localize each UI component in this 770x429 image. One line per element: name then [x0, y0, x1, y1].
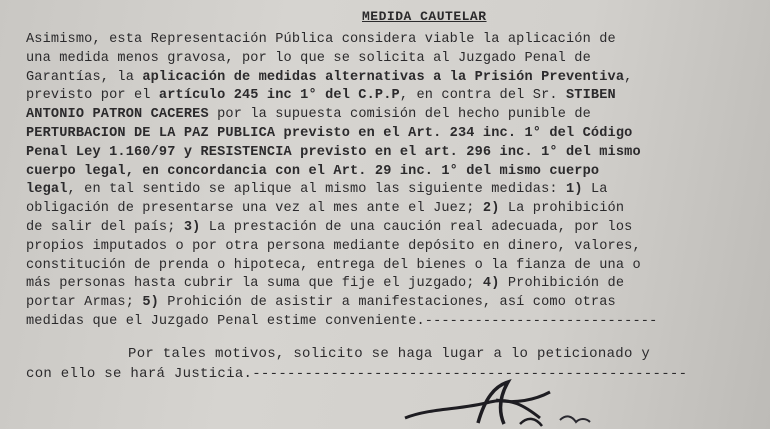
text-line [26, 51, 591, 66]
text-line [26, 70, 632, 85]
document-title: MEDIDA CAUTELAR [362, 9, 487, 24]
text-line [26, 182, 608, 197]
text-segment: La prestación de una caución real adecuada, por los [200, 220, 633, 235]
text-line [26, 145, 641, 160]
text-line [26, 126, 632, 141]
bold-text-segment: cuerpo legal, en concordancia con el Art. 29 inc. 1° del mismo cuerpo [26, 163, 600, 179]
bold-text-segment: STIBEN [566, 88, 616, 104]
text-line [26, 239, 641, 254]
text-line [26, 201, 624, 216]
text-segment: Garantías, la [26, 69, 143, 85]
text-segment: de salir del país; [26, 220, 184, 235]
text-segment: , [624, 69, 633, 85]
text-segment: una medida menos gravosa, por lo que se solicita al Juzgado Penal de [26, 50, 591, 66]
text-line [26, 164, 599, 179]
bold-text-segment: 2) [482, 201, 500, 217]
text-segment: propios imputados o por otra persona mediante depósito en dinero, valores, [26, 238, 641, 254]
text-line [26, 220, 632, 235]
text-segment: , en tal sentido se aplique al mismo las siguiente medidas: [67, 182, 567, 198]
text-line [26, 295, 616, 310]
closing-paragraph-line-1: Por tales motivos, solicito se haga lugar a lo peticionado y [128, 346, 651, 362]
text-segment: La prohibición [499, 201, 625, 217]
bold-text-segment: aplicación de medidas alternativas a la Prisión Preventiva [142, 69, 625, 85]
bold-text-segment: 4) [482, 276, 500, 292]
bold-text-segment: ANTONIO PATRON CACERES [26, 107, 209, 123]
bold-text-segment: 3) [183, 220, 201, 235]
text-segment: obligación de presentarse una vez al mes ante el Juez; [26, 201, 483, 217]
closing-paragraph-line-2: con ello se hará Justicia.-------------------------------------------------- [26, 366, 688, 382]
bold-text-segment: PERTURBACION DE LA PAZ PUBLICA previsto en el Art. 234 inc. 1° del Código [26, 126, 633, 141]
bold-text-segment: artículo 245 inc 1° del C.P.P [158, 88, 400, 104]
text-segment: medidas que el Juzgado Penal estime conveniente.---------------------------- [26, 314, 658, 329]
handwritten-signature [400, 378, 600, 429]
text-line [26, 258, 641, 273]
text-line [26, 276, 624, 291]
text-line [26, 314, 657, 329]
text-segment: portar Armas; [26, 295, 143, 311]
text-segment: , en contra del Sr. [399, 88, 566, 104]
text-segment: Prohibición de [499, 276, 625, 292]
text-segment: previsto por el [26, 88, 159, 104]
bold-text-segment: 1) [566, 182, 583, 198]
bold-text-segment: legal [26, 182, 68, 198]
text-line [26, 32, 616, 47]
text-segment: La [582, 182, 608, 198]
bold-text-segment: Penal Ley 1.160/97 y RESISTENCIA previsto en el art. 296 inc. 1° del mismo [26, 144, 641, 160]
text-line [26, 107, 591, 122]
bold-text-segment: 5) [142, 295, 159, 311]
text-segment: Asimismo, esta Representación Pública considera viable la aplicación de [26, 32, 616, 47]
text-segment: más personas hasta cubrir la suma que fije el juzgado; [26, 276, 483, 292]
text-segment: Prohición de asistir a manifestaciones, así como otras [158, 295, 616, 311]
text-segment: por la supuesta comisión del hecho punible de [208, 107, 591, 123]
text-segment: constitución de prenda o hipoteca, entrega del bienes o la fianza de una o [26, 257, 641, 273]
text-line [26, 88, 616, 103]
